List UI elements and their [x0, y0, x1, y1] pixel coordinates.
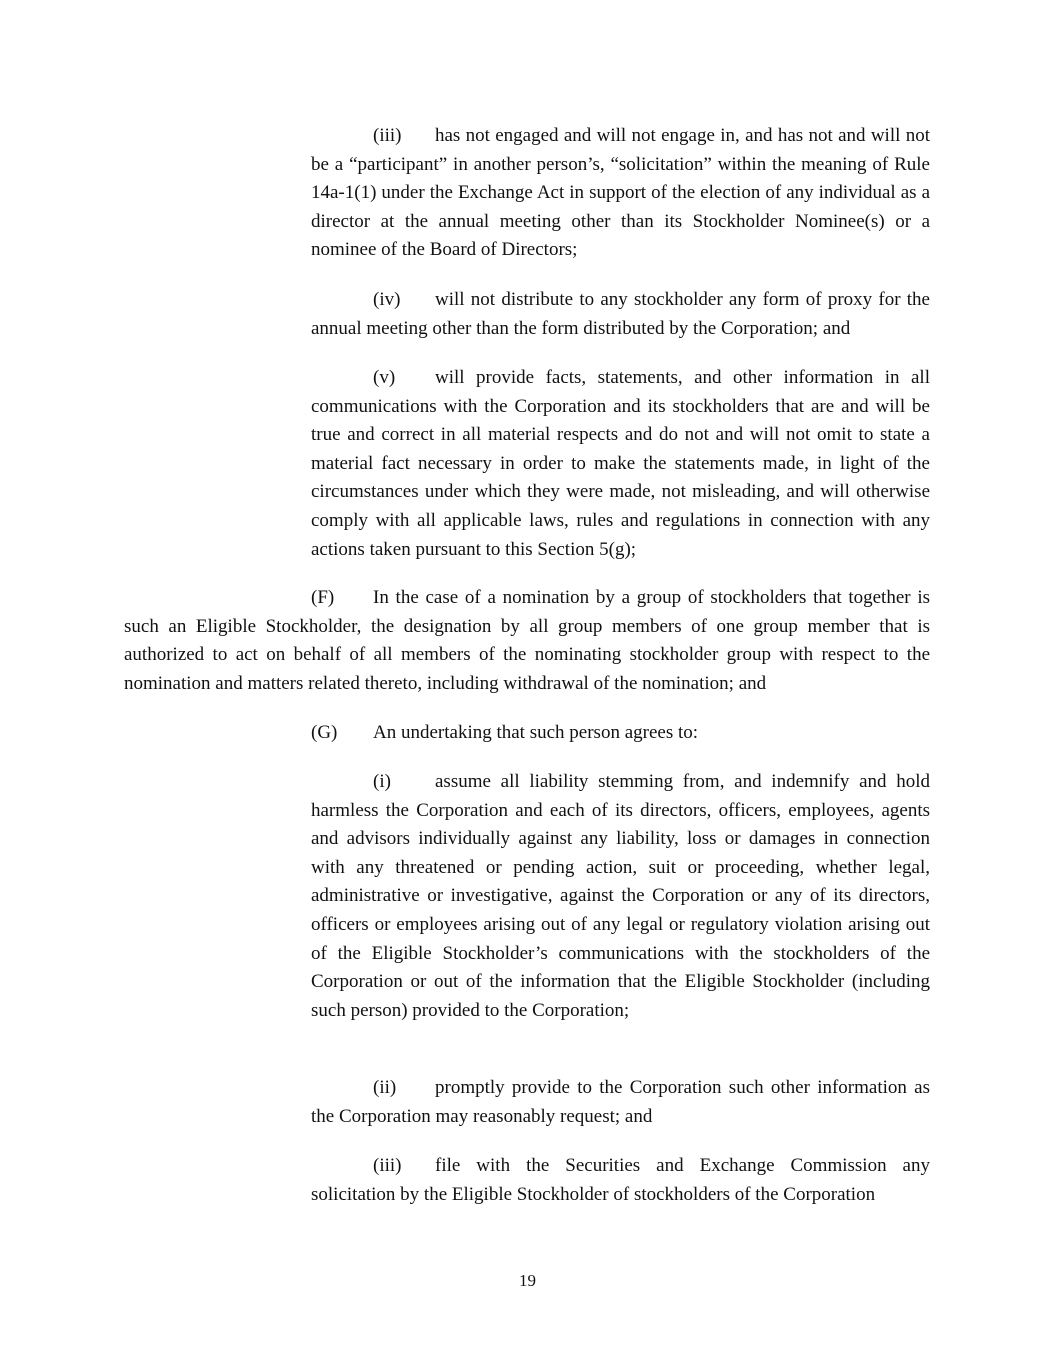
clause-text: promptly provide to the Corporation such other information as the Corporation may reasonably request; and — [311, 1077, 930, 1127]
clause-label: (v) — [373, 367, 396, 388]
clause-g-iii — [311, 1152, 930, 1209]
clause-label: (iv) — [373, 289, 401, 310]
clause-e-v — [311, 364, 930, 564]
clause-text: assume all liability stemming from, and indemnify and hold harmless the Corporation and each of its directors, officers, employees, agents and advisors individually against any liability, loss or damages in connection with any threatened or pending action, suit or proceeding, whether legal, administrative or investigative, against the Corporation or any of its directors, officers or employees arising out of any legal or regulatory violation arising out of the Eligible Stockholder’s communications with the stockholders of the Corporation or out of the information that the Eligible Stockholder (including such person) provided to the Corporation; — [311, 771, 930, 1021]
clause-text: will not distribute to any stockholder any form of proxy for the annual meeting other than the form distributed by the Corporation; and — [311, 289, 930, 339]
clause-label: (iii) — [373, 1155, 402, 1176]
clause-g — [311, 719, 930, 748]
clause-e-iv — [311, 286, 930, 343]
clause-text: An undertaking that such person agrees to: — [373, 722, 699, 743]
clause-g-ii — [311, 1074, 930, 1131]
clause-text: will provide facts, statements, and other information in all communications with the Corporation and its stockholders that are and will be true and correct in all material respects and do not and will not omit to state a material fact necessary in order to make the statements made, in light of the circumstances under which they were made, not misleading, and will otherwise comply with all applicable laws, rules and regulations in connection with any actions taken pursuant to this Section 5(g); — [311, 367, 930, 560]
clause-text: file with the Securities and Exchange Commission any solicitation by the Eligible Stockholder of stockholders of the Corporation — [311, 1155, 930, 1205]
clause-text: has not engaged and will not engage in, and has not and will not be a “participant” in another person’s, “solicitation” within the meaning of Rule 14a-1(1) under the Exchange Act in support of the election of any individual as a director at the annual meeting other than its Stockholder Nominee(s) or a nominee of the Board of Directors; — [311, 125, 930, 261]
clause-f — [124, 584, 930, 698]
clause-label: (iii) — [373, 125, 402, 146]
clause-label: (i) — [373, 771, 391, 792]
clause-g-i — [311, 768, 930, 1025]
clause-e-iii — [311, 122, 930, 265]
clause-text: In the case of a nomination by a group of stockholders that together is such an Eligible Stockholder, the designation by all group members of one group member that is authorized to act on behalf of all members of the nominating stockholder group with respect to the nomination and matters related thereto, including withdrawal of the nomination; and — [124, 587, 930, 694]
clause-label: (ii) — [373, 1077, 397, 1098]
page-number: 19 — [519, 1271, 536, 1290]
clause-label: (F) — [311, 587, 335, 608]
clause-label: (G) — [311, 722, 338, 743]
